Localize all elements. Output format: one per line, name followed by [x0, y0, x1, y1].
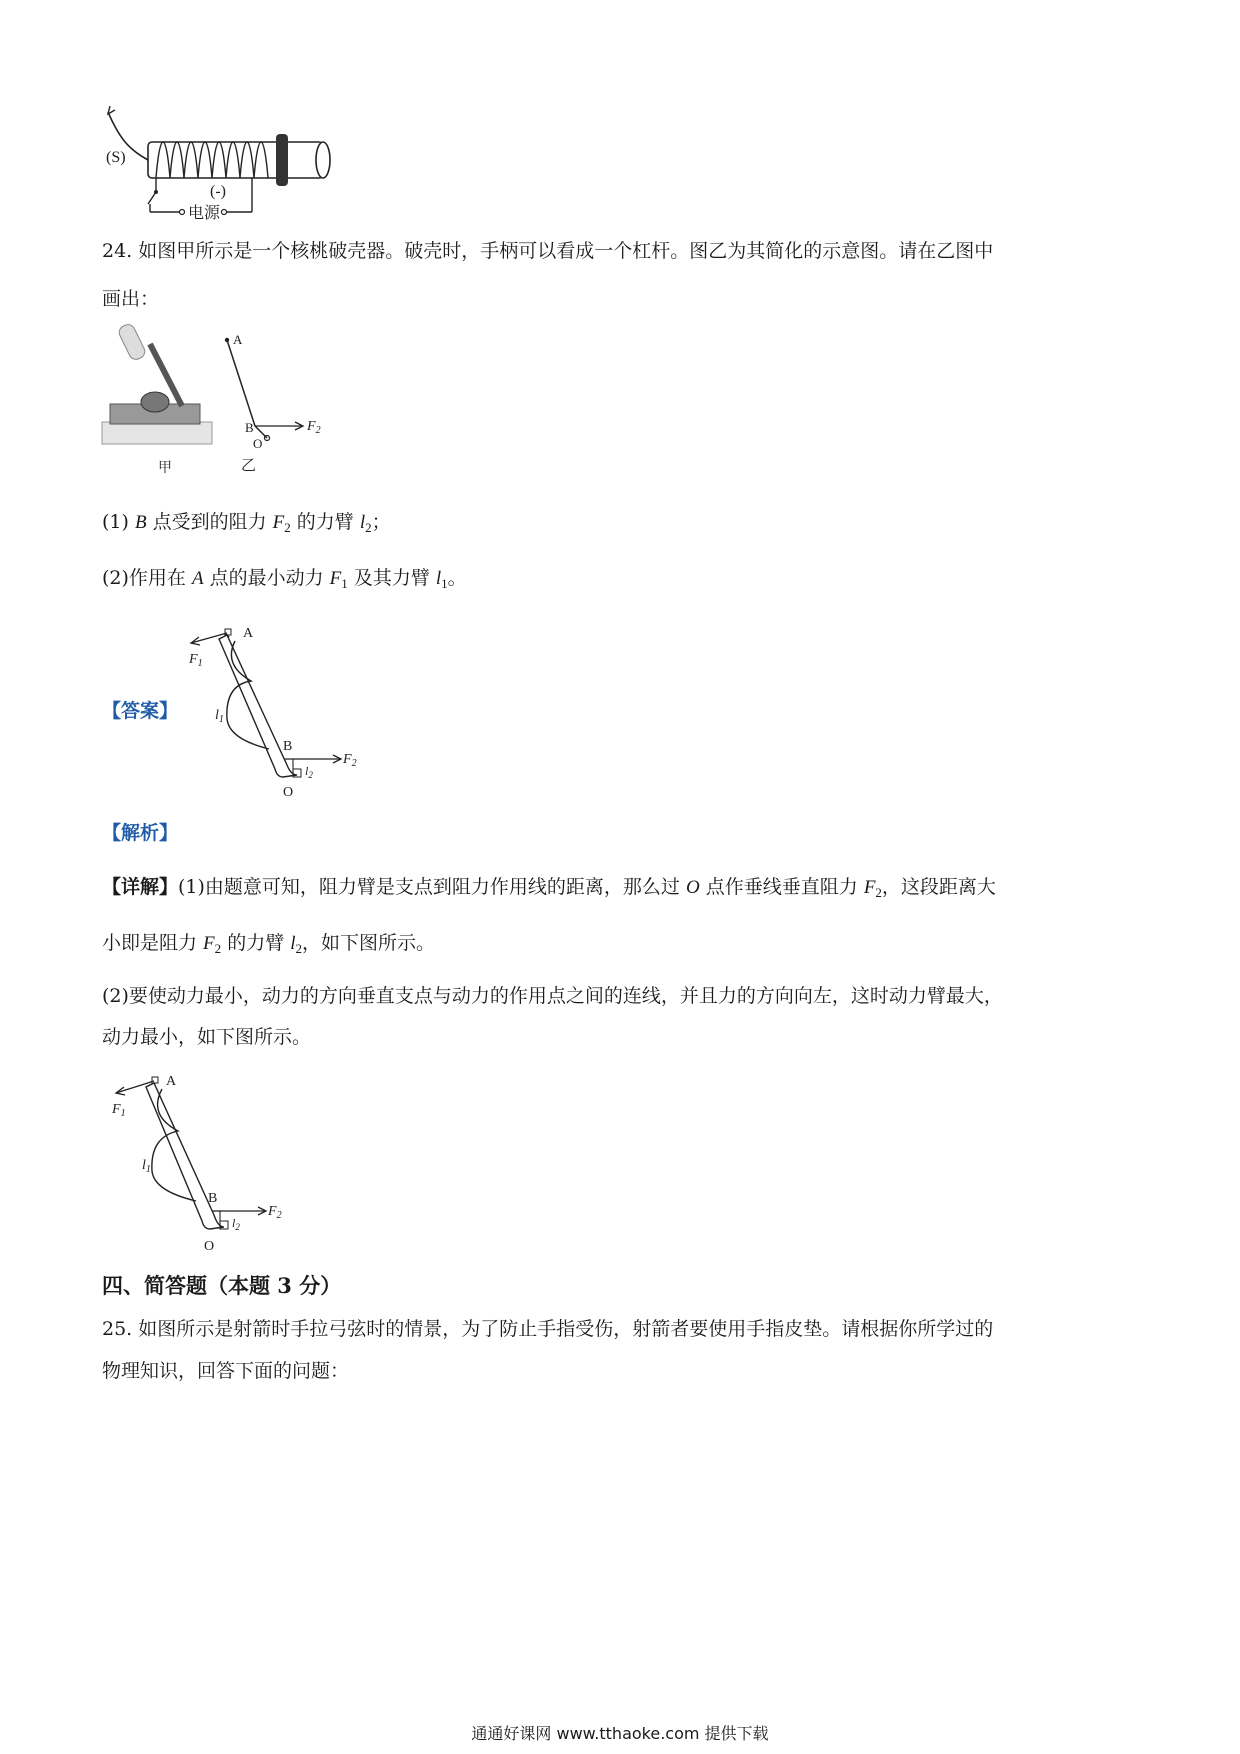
detail-point-b: B — [208, 1191, 218, 1206]
ans-force-f1: $F_1$ — [189, 652, 203, 669]
detail-arm-l1: $l_1$ — [142, 1158, 151, 1175]
fig-yi-label: 乙 — [241, 458, 257, 474]
ans-arm-l2: $l_2$ — [305, 764, 313, 780]
q24-text-line2: 画出： — [102, 288, 160, 310]
solenoid-figure — [100, 100, 380, 250]
detail-line1: 【详解】(1)由题意可知，阻力臂是支点到阻力作用线的距离，那么过 O 点作垂线垂直阻力 $F_2$，这段距离大 — [102, 876, 996, 900]
walnut-cracker-figure — [100, 322, 220, 482]
detail-force-f1: $F_1$ — [112, 1102, 126, 1119]
detail-line2: 小即是阻力 $F_2$ 的力臂 $l_2$，如下图所示。 — [102, 932, 436, 956]
ans-force-f2: $F_2$ — [343, 752, 357, 769]
ans-point-a: A — [243, 626, 254, 641]
ans-point-b: B — [283, 739, 293, 754]
ans-arm-l1: $l_1$ — [215, 708, 224, 725]
page-footer: 通通好课网 www.tthaoke.com 提供下载 — [471, 1724, 769, 1743]
section4-title: 四、简答题（本题 3 分） — [102, 1273, 342, 1298]
detail-arm-l2: $l_2$ — [232, 1216, 240, 1232]
yi-point-b: B — [245, 420, 254, 435]
fig-jia-label: 甲 — [158, 461, 172, 476]
q24-part1: (1) B 点受到的阻力 $F_2$ 的力臂 $l_2$； — [102, 511, 391, 535]
detail-point-a: A — [166, 1074, 177, 1089]
lever-figure-yi — [215, 330, 345, 480]
analysis-label: 【解析】 — [102, 822, 179, 844]
ans-point-o: O — [283, 785, 294, 800]
q25-text-line2: 物理知识，回答下面的问题： — [102, 1360, 350, 1382]
detail-force-f2: $F_2$ — [268, 1204, 282, 1221]
detail-lever-figure — [108, 1065, 298, 1255]
q24-part2: (2)作用在 A 点的最小动力 $F_1$ 及其力臂 $l_1$。 — [102, 567, 467, 591]
yi-point-a: A — [233, 332, 243, 347]
solenoid-power-label: 电源 — [188, 205, 221, 222]
solenoid-terminal-label: (-) — [210, 183, 226, 200]
detail-line4: 动力最小，如下图所示。 — [102, 1026, 312, 1048]
yi-point-o: O — [253, 436, 263, 451]
answer-lever-figure — [185, 615, 375, 800]
yi-force-f2: $F_2$ — [307, 419, 321, 436]
answer-label: 【答案】 — [102, 700, 179, 722]
solenoid-pole-label: (S) — [106, 149, 126, 166]
q25-text-line1: 25. 如图所示是射箭时手拉弓弦时的情景，为了防止手指受伤，射箭者要使用手指皮垫。请根据你所学过的 — [102, 1318, 994, 1340]
detail-point-o: O — [204, 1239, 215, 1254]
q24-text-line1: 24. 如图甲所示是一个核桃破壳器。破壳时，手柄可以看成一个杠杆。图乙为其简化的示意图。请在乙图中 — [102, 240, 994, 262]
detail-line3: (2)要使动力最小，动力的方向垂直支点与动力的作用点之间的连线，并且力的方向向左，这时动力臂最大， — [102, 985, 1003, 1007]
